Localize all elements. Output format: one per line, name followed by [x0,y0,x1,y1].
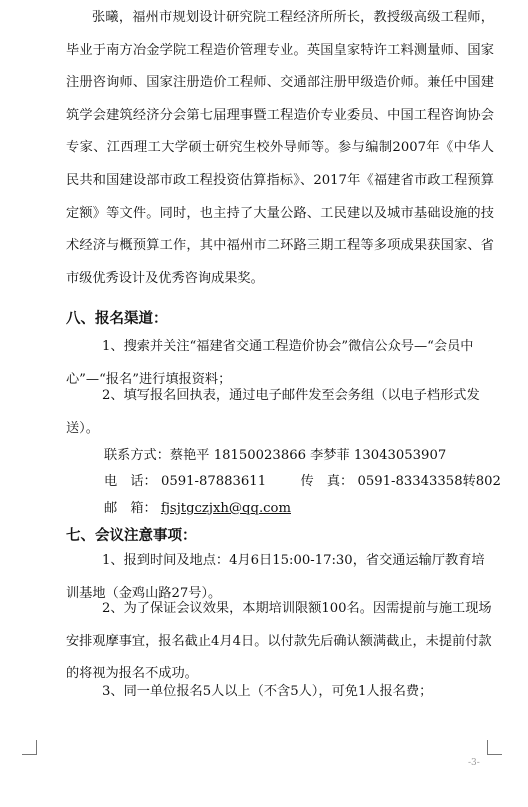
email-label: 邮 箱： [104,501,157,516]
page-number: -3- [468,758,480,768]
fax-label: 传 真： [300,474,354,489]
contact-phone-fax-line [104,470,501,489]
page-corner-mark-left [22,740,37,755]
notice-item-2: 2、为了保证会议效果，本期培训限额100名。因需提前与施工现场安排观摩事宜，报名截止4月4日。以付款先后确认额满截止，未提前付款的将视为报名不成功。 [66,601,492,682]
page-corner-mark-right [487,740,502,755]
registration-step-1: 1、搜索并关注“福建省交通工程造价协会”微信公众号—“会员中心”—“报名”进行填报资料； [66,339,474,387]
speaker-bio-paragraph: 张曦，福州市规划设计研究院工程经济所所长，教授级高级工程师，毕业于南方冶金学院工程造价管理专业。英国皇家特许工料测量师、国家注册咨询师、国家注册造价工程师、交通部注册甲级造价师。兼任中国建筑学会建筑经济分会第七届理事暨工程造价专业委员、中国工程咨询协会专家、江西理工大学硕士研究生校外导师等。参与编制2007年《中华人民共和国建设部市政工程投资估算指标》、2017年《福建省市政工程预算定额》等文件。同时，也主持了大量公路、工民建以及城市基础设施的技术经济与概预算工作，其中福州市二环路三期工程等多项成果获国家、省市级优秀设计及优秀咨询成果奖。 [66,10,494,286]
notice-item-1: 1、报到时间及地点：4月6日15:00-17:30，省交通运输厅教育培训基地（金鸡山路27号）。 [66,553,485,601]
fax-number: 0591-83343358转802 [357,474,501,489]
email-link[interactable]: fjsjtgczjxh@qq.com [160,501,291,516]
notice-item-3: 3、同一单位报名5人以上（不含5人），可免1人报名费； [102,684,433,699]
section-8-heading: 八、报名渠道： [66,310,168,327]
registration-step-2: 2、填写报名回执表，通过电子邮件发至会务组（以电子档形式发送）。 [66,388,480,436]
phone-label: 电 话： [104,474,157,489]
contact-email-line [104,497,291,516]
section-7-heading: 七、会议注意事项： [66,527,197,544]
phone-number: 0591-87883611 [160,474,267,489]
contact-people: 联系方式：蔡艳平 18150023866 李梦菲 13043053907 [104,448,447,463]
